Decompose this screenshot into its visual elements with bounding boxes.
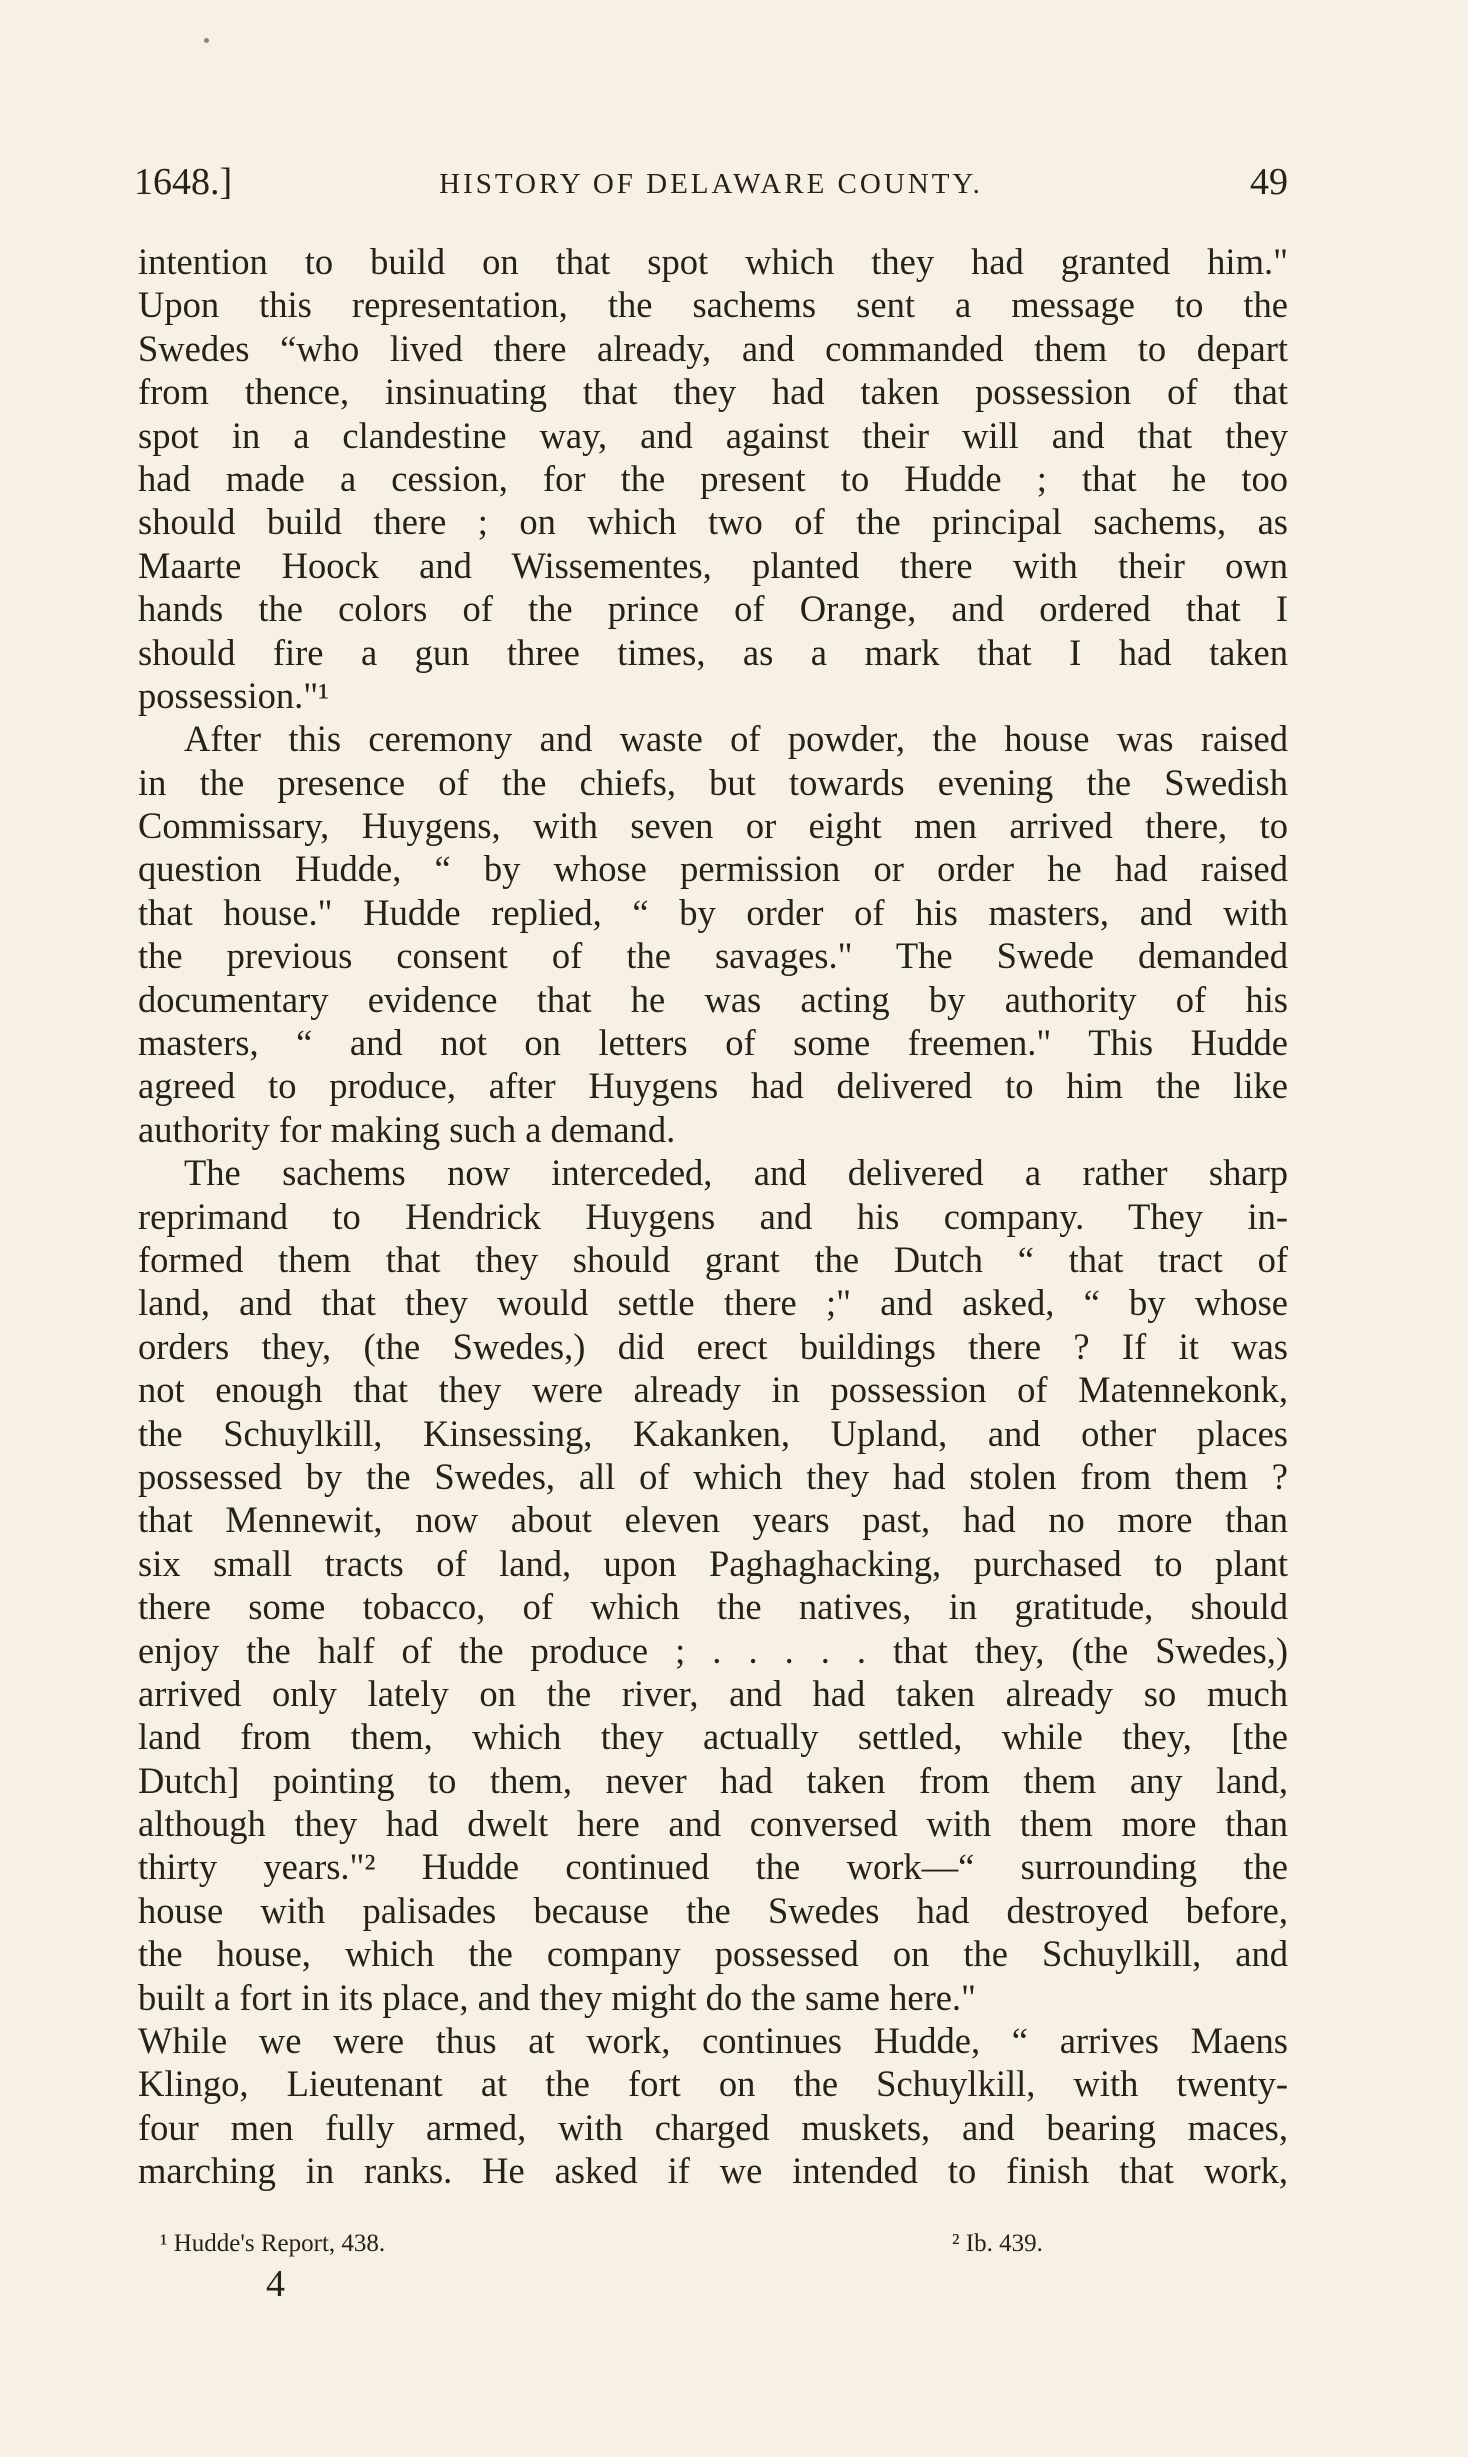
text-line: enjoy the half of the produce ; . . . . . that they, (the Swedes,) — [138, 1629, 1288, 1671]
text-line: not enough that they were already in possession of Matennekonk, — [138, 1369, 1288, 1411]
text-line: thirty years."² Hudde continued the work—“ surrounding the — [138, 1846, 1288, 1888]
text-line: although they had dwelt here and conversed with them more than — [138, 1803, 1288, 1845]
text-line: marching in ranks. He asked if we intended to finish that work, — [138, 2150, 1288, 2192]
text-line: had made a cession, for the present to Hudde ; that he too — [138, 457, 1288, 499]
text-line: land, and that they would settle there ;" and asked, “ by whose — [138, 1282, 1288, 1324]
header-date: 1648.] — [134, 161, 233, 203]
text-line: intention to build on that spot which they had granted him." — [138, 241, 1288, 282]
body-text — [138, 240, 1288, 2193]
text-line: six small tracts of land, upon Paghaghacking, purchased to plant — [138, 1542, 1288, 1584]
text-line: from thence, insinuating that they had taken possession of that — [138, 371, 1288, 413]
text-line: the previous consent of the savages." The Swede demanded — [138, 935, 1288, 977]
footnote-2: ² Ib. 439. — [952, 2230, 1043, 2257]
speck-mark — [204, 38, 209, 43]
text-line: masters, “ and not on letters of some freemen." This Hudde — [138, 1022, 1288, 1064]
text-line: should fire a gun three times, as a mark that I had taken — [138, 631, 1288, 673]
text-line: While we were thus at work, continues Hudde, “ arrives Maens — [138, 2020, 1288, 2062]
text-line: house with palisades because the Swedes had destroyed before, — [138, 1889, 1288, 1931]
text-line: Maarte Hoock and Wissementes, planted there with their own — [138, 544, 1288, 586]
text-line: The sachems now interceded, and delivered a rather sharp — [184, 1152, 1288, 1194]
text-line: formed them that they should grant the Dutch “ that tract of — [138, 1238, 1288, 1280]
text-line: that house." Hudde replied, “ by order of his masters, and with — [138, 891, 1288, 933]
text-line: four men fully armed, with charged muskets, and bearing maces, — [138, 2106, 1288, 2148]
text-line: spot in a clandestine way, and against their will and that they — [138, 414, 1288, 456]
text-line: arrived only lately on the river, and had taken already so much — [138, 1672, 1288, 1714]
text-line: the Schuylkill, Kinsessing, Kakanken, Upland, and other places — [138, 1412, 1288, 1454]
page-number: 49 — [1250, 161, 1288, 203]
text-line: question Hudde, “ by whose permission or order he had raised — [138, 848, 1288, 890]
text-line: Dutch] pointing to them, never had taken from them any land, — [138, 1759, 1288, 1801]
running-header — [134, 160, 1288, 220]
header-title: HISTORY OF DELAWARE COUNTY. — [439, 168, 983, 200]
text-line: in the presence of the chiefs, but towards evening the Swedish — [138, 761, 1288, 803]
text-line: the house, which the company possessed on the Schuylkill, and — [138, 1933, 1288, 1975]
text-line: land from them, which they actually settled, while they, [the — [138, 1716, 1288, 1758]
text-line: built a fort in its place, and they might do the same here." — [138, 1976, 976, 2018]
footnotes — [160, 2230, 1160, 2270]
text-line: After this ceremony and waste of powder, the house was raised — [184, 718, 1288, 760]
text-line: there some tobacco, of which the natives, in gratitude, should — [138, 1586, 1288, 1628]
text-line: agreed to produce, after Huygens had delivered to him the like — [138, 1065, 1288, 1107]
footnote-1: ¹ Hudde's Report, 438. — [160, 2230, 386, 2257]
text-line: possession."¹ — [138, 674, 330, 716]
text-line: Klingo, Lieutenant at the fort on the Schuylkill, with twenty- — [138, 2063, 1288, 2105]
text-line: Swedes “who lived there already, and commanded them to depart — [138, 327, 1288, 369]
text-line: authority for making such a demand. — [138, 1108, 676, 1150]
text-line: possessed by the Swedes, all of which they had stolen from them ? — [138, 1455, 1288, 1497]
text-line: documentary evidence that he was acting by authority of his — [138, 978, 1288, 1020]
text-line: Commissary, Huygens, with seven or eight men arrived there, to — [138, 805, 1288, 847]
signature-mark: 4 — [266, 2263, 285, 2305]
text-line: Upon this representation, the sachems sent a message to the — [138, 284, 1288, 326]
text-line: orders they, (the Swedes,) did erect buildings there ? If it was — [138, 1325, 1288, 1367]
text-line: should build there ; on which two of the principal sachems, as — [138, 501, 1288, 543]
text-line: reprimand to Hendrick Huygens and his company. They in- — [138, 1195, 1288, 1237]
text-line: hands the colors of the prince of Orange, and ordered that I — [138, 588, 1288, 630]
text-line: that Mennewit, now about eleven years past, had no more than — [138, 1499, 1288, 1541]
